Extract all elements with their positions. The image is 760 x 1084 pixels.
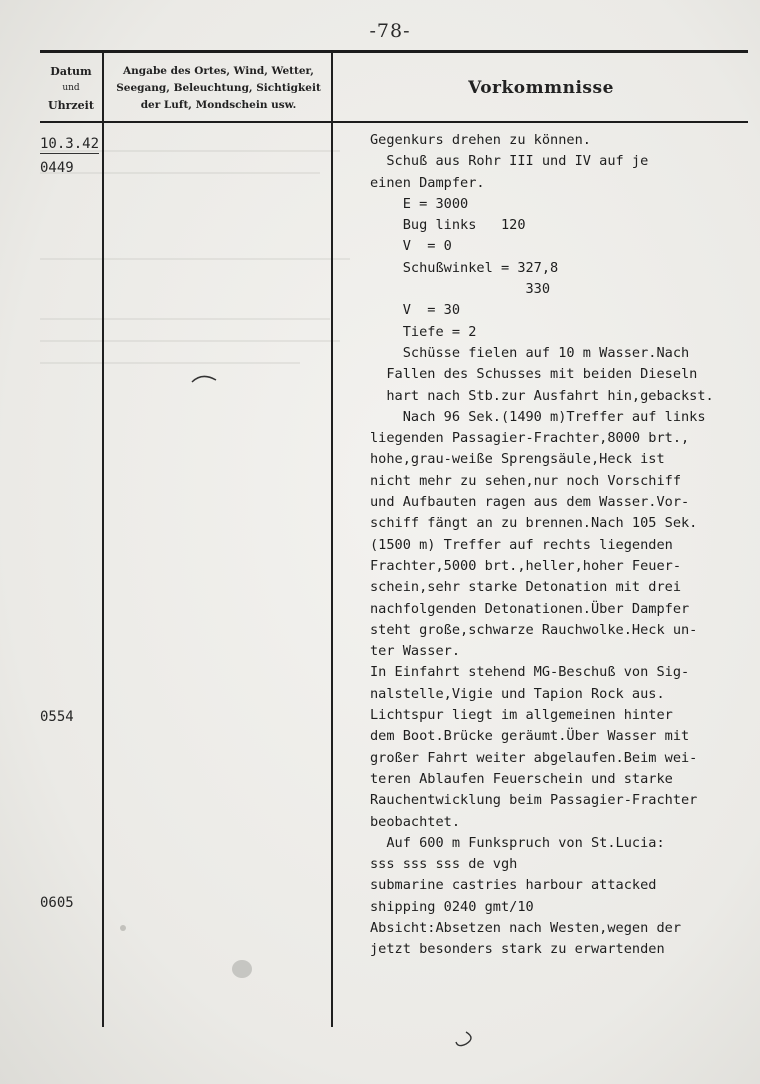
text-line: V = 0 — [370, 238, 452, 255]
text-line: In Einfahrt stehend MG-Beschuß von Sig- — [370, 664, 690, 681]
text-line: hart nach Stb.zur Ausfahrt hin,gebackst. — [370, 387, 714, 404]
smudge — [120, 925, 126, 931]
text-line: einen Dampfer. — [370, 174, 485, 191]
text-line: Fallen des Schusses mit beiden Dieseln — [370, 366, 698, 383]
text-line: schein,sehr starke Detonation mit drei — [370, 579, 681, 596]
header-vorkommnisse: Vorkommnisse — [468, 77, 614, 98]
table-header-rule — [40, 121, 748, 123]
pen-mark — [452, 1030, 482, 1052]
text-line: V = 30 — [370, 302, 461, 319]
text-line: Bug links 120 — [370, 217, 526, 234]
text-line: großer Fahrt weiter abgelaufen.Beim wei- — [370, 749, 698, 766]
text-line: Tiefe = 2 — [370, 323, 477, 340]
smudge — [232, 960, 252, 978]
text-line: nicht mehr zu sehen,nur noch Vorschiff — [370, 472, 681, 489]
text-line: Frachter,5000 brt.,heller,hoher Feuer- — [370, 557, 681, 574]
text-line: Gegenkurs drehen zu können. — [370, 132, 591, 148]
entry-date: 10.3.42 — [40, 136, 100, 152]
text-line: nachfolgenden Detonationen.Über Dampfer — [370, 600, 690, 617]
text-line: Schuß aus Rohr III und IV auf je — [370, 153, 649, 170]
column-divider — [102, 52, 104, 1027]
text-line: Schüsse fielen auf 10 m Wasser.Nach — [370, 344, 690, 361]
column-divider — [331, 52, 333, 1027]
text-line: 330 — [370, 281, 551, 298]
text-line: teren Ablaufen Feuerschein und starke — [370, 770, 673, 787]
text-line: E = 3000 — [370, 195, 469, 212]
text-line: beobachtet. — [370, 813, 461, 830]
entry-time: 0449 — [40, 160, 74, 176]
text-line: shipping 0240 gmt/10 — [370, 898, 534, 915]
text-line: jetzt besonders stark zu erwartenden — [370, 941, 665, 958]
bleed-through — [40, 340, 340, 342]
text-line: Schußwinkel = 327,8 — [370, 259, 559, 276]
text-line: Nach 96 Sek.(1490 m)Treffer auf links — [370, 408, 706, 425]
entry-time: 0605 — [40, 895, 74, 911]
text-line: Absicht:Absetzen nach Westen,wegen der — [370, 919, 681, 936]
header-angabe: Angabe des Ortes, Wind, Wetter, Seegang, Beleuchtung, Sichtigkeit der Luft, Mondschein usw. — [116, 64, 321, 111]
text-line: dem Boot.Brücke geräumt.Über Wasser mit — [370, 728, 690, 745]
pen-mark — [190, 372, 220, 386]
text-line: nalstelle,Vigie und Tapion Rock aus. — [370, 685, 665, 702]
bleed-through — [40, 362, 300, 364]
entry-time: 0554 — [40, 709, 74, 725]
text-line: Rauchentwicklung beim Passagier-Frachter — [370, 792, 698, 809]
text-line: (1500 m) Treffer auf rechts liegenden — [370, 536, 673, 553]
table-top-rule — [40, 50, 748, 53]
text-line: Auf 600 m Funkspruch von St.Lucia: — [370, 834, 665, 851]
bleed-through — [40, 258, 350, 260]
text-line: steht große,schwarze Rauchwolke.Heck un- — [370, 621, 698, 638]
vorkommnisse-text — [370, 130, 748, 961]
text-line: liegenden Passagier-Frachter,8000 brt., — [370, 430, 690, 447]
bleed-through — [40, 318, 330, 320]
text-line: hohe,grau-weiße Sprengsäule,Heck ist — [370, 451, 665, 468]
text-line: sss sss sss de vgh — [370, 856, 518, 873]
text-line: Lichtspur liegt im allgemeinen hinter — [370, 707, 673, 724]
text-line: und Aufbauten ragen aus dem Wasser.Vor- — [370, 494, 690, 511]
header-datum: Datum und Uhrzeit — [48, 64, 94, 112]
page-number: -78- — [369, 20, 411, 42]
text-line: schiff fängt an zu brennen.Nach 105 Sek. — [370, 515, 698, 532]
text-line: ter Wasser. — [370, 643, 461, 660]
bleed-through — [40, 172, 320, 174]
text-line: submarine castries harbour attacked — [370, 877, 657, 894]
